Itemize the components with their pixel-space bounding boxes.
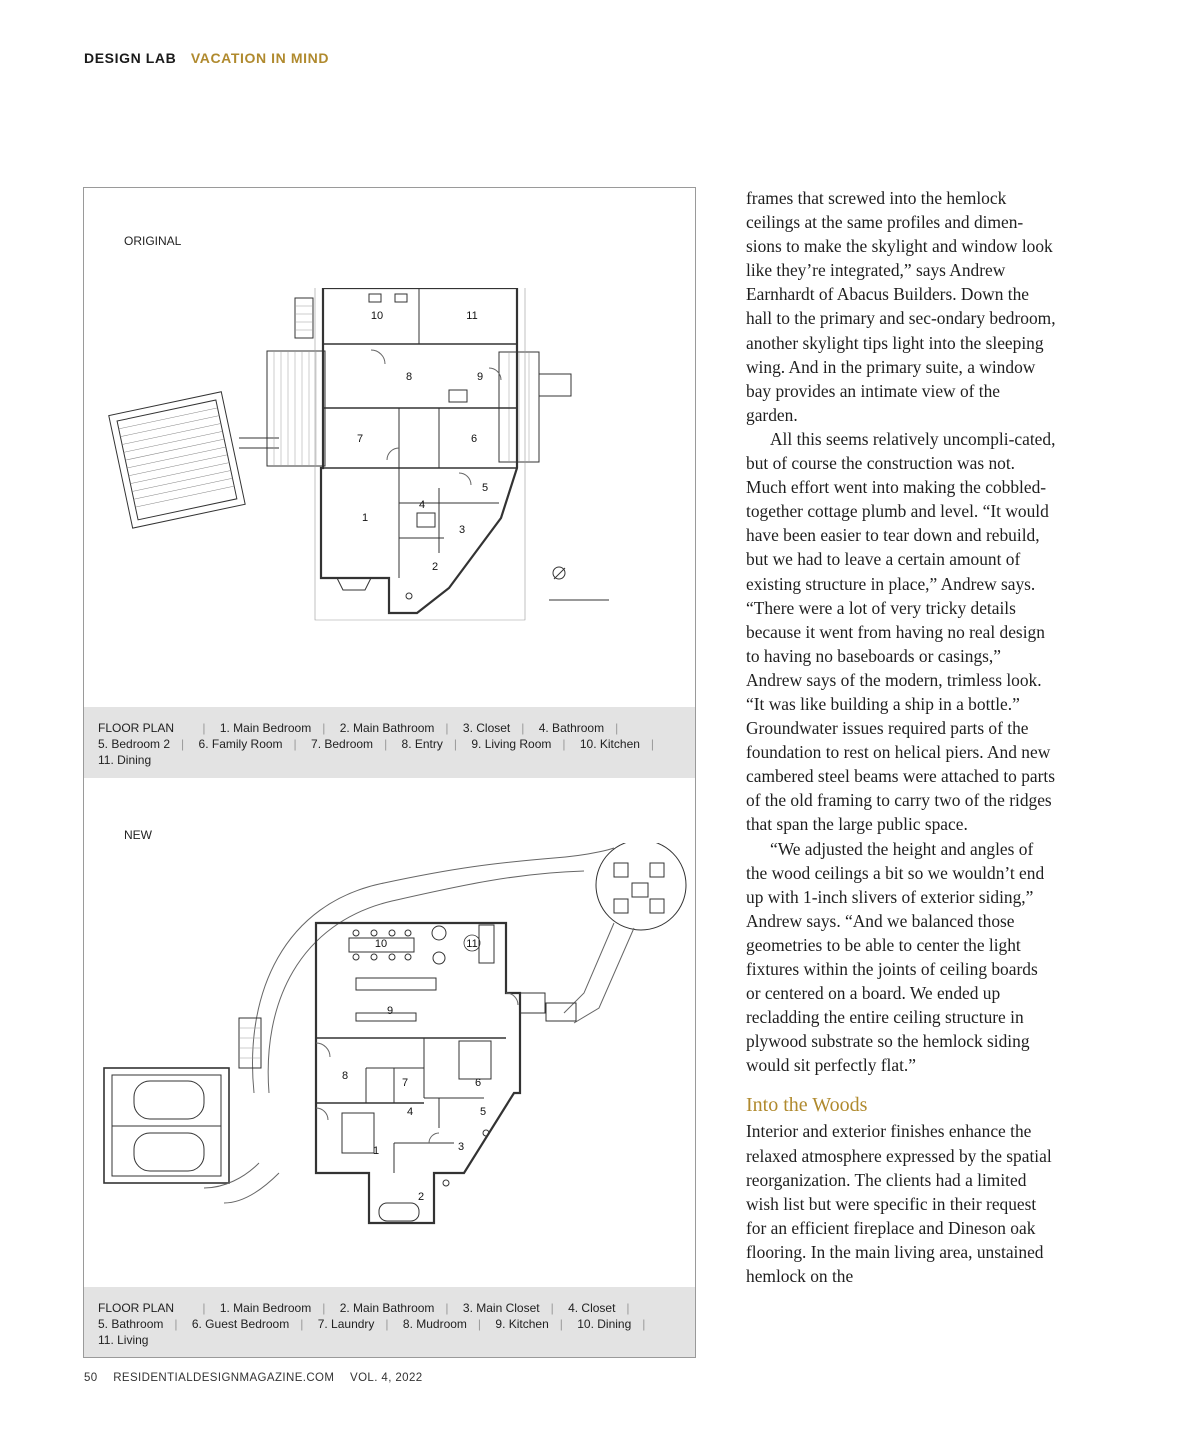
original-caption-item: 8. Entry <box>401 737 443 751</box>
floor-plans-panel <box>83 187 696 1358</box>
original-caption-item: 5. Bedroom 2 <box>98 737 171 751</box>
orig-room-10: 10 <box>370 310 384 322</box>
new-caption-item: 2. Main Bathroom <box>339 1301 435 1315</box>
article-paragraph: Interior and exterior finishes enhance the relaxed atmosphere expressed by the spatial reorganization. The clients had a limited wish list but were specific in their request for an efficient fireplace and Dineson oak flooring. In the main living area, unstained hemlock on the <box>746 1121 1052 1287</box>
new-floor-plan <box>94 843 689 1283</box>
orig-room-2: 2 <box>431 561 439 573</box>
original-caption-item: 11. Dining <box>98 753 152 767</box>
original-plan-label: ORIGINAL <box>124 234 182 248</box>
page-footer <box>84 1372 435 1384</box>
new-room-4: 4 <box>406 1106 414 1118</box>
footer-issue: VOL. 4, 2022 <box>350 1372 423 1384</box>
footer-site: RESIDENTIALDESIGNMAGAZINE.COM <box>113 1372 335 1384</box>
original-caption-item: 3. Closet <box>462 721 511 735</box>
new-caption-item: 7. Laundry <box>317 1317 375 1331</box>
new-room-9: 9 <box>386 1005 394 1017</box>
orig-room-4: 4 <box>418 499 426 511</box>
original-floor-plan <box>99 288 639 633</box>
new-caption-item: 8. Mudroom <box>402 1317 467 1331</box>
new-room-3: 3 <box>457 1141 465 1153</box>
original-caption-item: 9. Living Room <box>471 737 552 751</box>
article-paragraph: All this seems relatively uncompli-cated, but of course the construction was not. Much effort went into making the cobbled-together cottage plumb and level. “It would have been easier to tear down and rebuild, but we had to leave a certain amount of existing structure in place,” Andrew says. “There were a lot of very tricky details because it went from having no real design to having no baseboards or casings,” Andrew says of the modern, trimless look. “It was like building a ship in a bottle.” Groundwater issues required parts of the foundation to rest on helical piers. And new cambered steel beams were attached to parts of the old framing to carry two of the ridges that span the large public space. <box>746 428 1056 835</box>
new-room-10: 10 <box>374 938 388 950</box>
new-room-8: 8 <box>341 1070 349 1082</box>
orig-room-1: 1 <box>361 512 369 524</box>
original-caption-item: 6. Family Room <box>198 737 283 751</box>
new-caption-item: 9. Kitchen <box>495 1317 549 1331</box>
new-caption-item: 1. Main Bedroom <box>219 1301 312 1315</box>
new-caption-item: 3. Main Closet <box>462 1301 540 1315</box>
original-caption-item: 10. Kitchen <box>579 737 640 751</box>
article-paragraph: frames that screwed into the hemlock ceilings at the same profiles and dimen-sions to make the skylight and window look like they’re integrated,” says Andrew Earnhardt of Abacus Builders. Down the hall to the primary and sec-ondary bedroom, another skylight tips light into the sleeping wing. And in the primary suite, a window bay provides an intimate view of the garden. <box>746 188 1056 425</box>
article-paragraph: “We adjusted the height and angles of the wood ceilings a bit so we wouldn’t end up with 1-inch slivers of exterior siding,” Andrew says. “And we balanced those geometries to be able to center the light fixtures within the joints of ceiling boards or centered on a board. We ended up recladding the entire ceiling structure in plywood substrate so the hemlock siding would sit perfectly flat.” <box>746 838 1045 1076</box>
orig-room-7: 7 <box>356 433 364 445</box>
new-caption-item: 4. Closet <box>568 1301 616 1315</box>
new-room-1: 1 <box>372 1145 380 1157</box>
new-caption: FLOOR PLAN | 1. Main Bedroom | 2. Main Bathroom | 3. Main Closet | 4. Closet | 5. Bathroom | 6. Guest Bedroom | 7. Laundry | 8. Mudroom | 9. Kitchen | 10. Dining | 11. Living <box>84 1287 695 1357</box>
original-caption-item: 7. Bedroom <box>311 737 374 751</box>
new-caption-item: 5. Bathroom <box>98 1317 164 1331</box>
original-caption-item: 1. Main Bedroom <box>219 721 312 735</box>
new-room-7: 7 <box>401 1077 409 1089</box>
original-caption: FLOOR PLAN | 1. Main Bedroom | 2. Main Bathroom | 3. Closet | 4. Bathroom | 5. Bedroom 2 | 6. Family Room | 7. Bedroom | 8. Entry | 9. Living Room | 10. Kitchen | 11. Dining <box>84 707 695 778</box>
new-room-5: 5 <box>479 1106 487 1118</box>
article-subheading: Into the Woods <box>746 1094 868 1117</box>
section-header <box>84 50 329 66</box>
new-plan-label: NEW <box>124 828 152 842</box>
new-caption-item: 10. Dining <box>577 1317 632 1331</box>
new-caption-item: 6. Guest Bedroom <box>191 1317 290 1331</box>
orig-room-3: 3 <box>458 524 466 536</box>
orig-room-11: 11 <box>466 310 478 322</box>
original-caption-title: FLOOR PLAN <box>98 721 175 735</box>
section-subtitle: VACATION IN MIND <box>190 50 330 66</box>
new-room-11: 11 <box>466 938 478 950</box>
original-caption-item: 4. Bathroom <box>538 721 605 735</box>
orig-room-8: 8 <box>405 371 413 383</box>
article-column <box>746 186 1056 1288</box>
page-number: 50 <box>84 1372 98 1384</box>
section-name: DESIGN LAB <box>84 50 177 66</box>
new-room-6: 6 <box>474 1077 482 1089</box>
orig-room-6: 6 <box>470 433 478 445</box>
orig-room-5: 5 <box>481 482 489 494</box>
orig-room-9: 9 <box>476 371 484 383</box>
new-room-2: 2 <box>417 1191 425 1203</box>
original-caption-item: 2. Main Bathroom <box>339 721 435 735</box>
new-caption-title: FLOOR PLAN <box>98 1301 175 1315</box>
new-caption-item: 11. Living <box>98 1333 149 1347</box>
